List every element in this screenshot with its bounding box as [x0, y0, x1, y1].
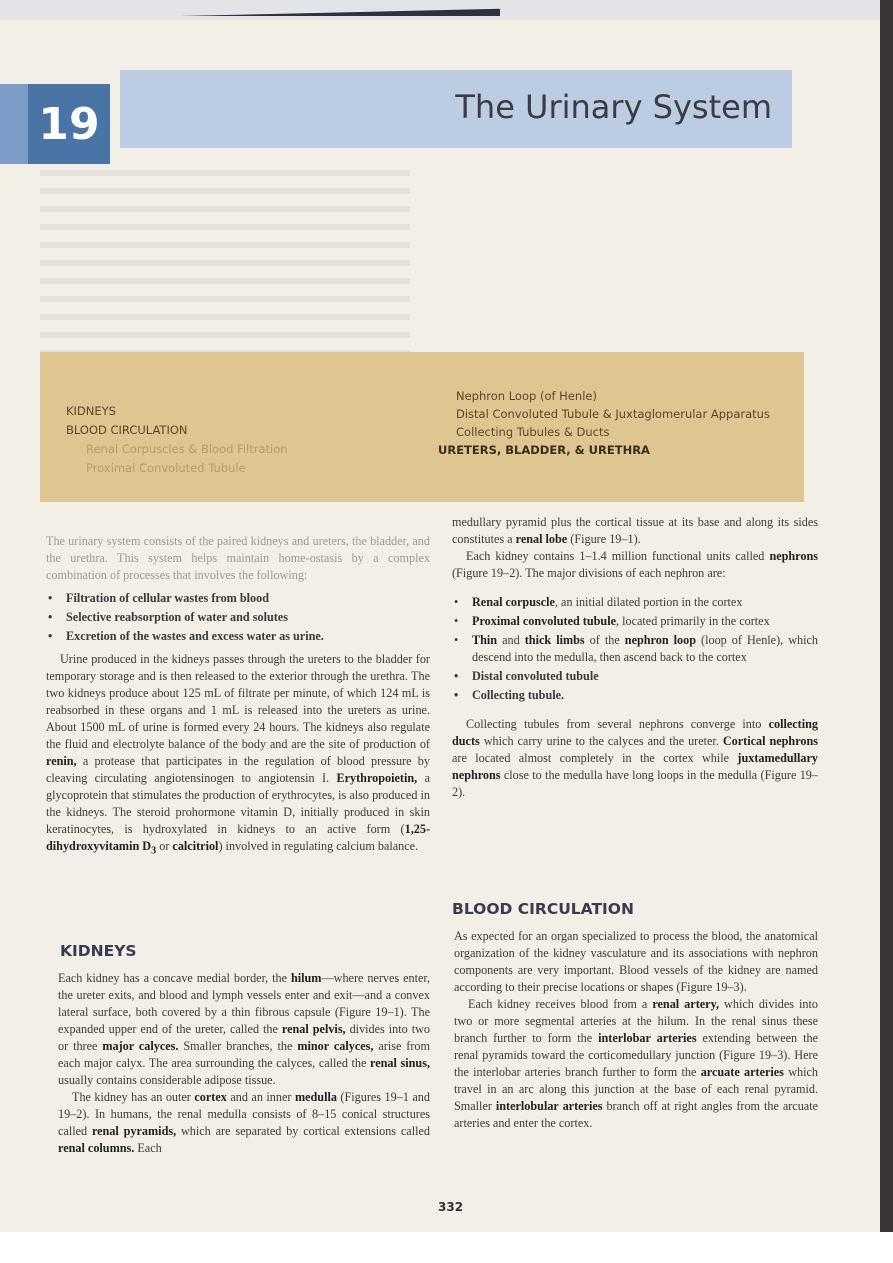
show-through-text: [40, 170, 410, 380]
blood-text: [454, 928, 818, 1132]
outline-item: URETERS, BLADDER, & URETHRA: [438, 443, 650, 457]
nephron-divisions-list: [452, 594, 818, 704]
list-item: • Excretion of the wastes and excess water as urine.: [46, 628, 430, 645]
outline-left-column: [66, 402, 288, 478]
kidneys-heading: KIDNEYS: [60, 942, 137, 960]
chapter-outline: [40, 352, 804, 502]
outline-item: Collecting Tubules & Ducts: [456, 425, 610, 439]
outline-item: KIDNEYS: [66, 404, 116, 418]
chapter-title-band: [120, 70, 792, 148]
outline-item: Proximal Convoluted Tubule: [86, 461, 246, 475]
outline-right-column: [438, 387, 770, 459]
intro-bullets: [46, 590, 430, 645]
collecting-paragraph: Collecting tubules from several nephrons converge into collecting ducts which carry urine to the calyces and the ureter. Cortical nephrons are located almost completely in the cortex while juxtamedullary nephrons close to the medulla have long loops in the medulla (Figure 19–2).: [452, 717, 818, 799]
kidneys-paragraph: The kidney has an outer cortex and an inner medulla (Figures 19–1 and 19–2). In humans, the renal medulla consists of 8–15 conical structures called renal pyramids, which are separated by cortical extensions called renal columns. Each: [58, 1090, 430, 1155]
chapter-title: The Urinary System: [455, 88, 772, 126]
outline-item: BLOOD CIRCULATION: [66, 423, 188, 437]
top-edge: [0, 0, 880, 20]
list-item: • Renal corpuscle, an initial dilated portion in the cortex: [452, 594, 818, 611]
list-item: • Collecting tubule.: [452, 687, 818, 704]
top-edge-shadow: [180, 0, 500, 16]
chapter-left-bar: [0, 84, 28, 164]
list-item: • Distal convoluted tubule: [452, 668, 818, 685]
chapter-number: 19: [28, 84, 110, 164]
right-column: [452, 514, 818, 801]
page-number: 332: [438, 1200, 464, 1214]
outline-item: Nephron Loop (of Henle): [456, 389, 597, 403]
left-column: [46, 533, 430, 859]
outline-item: Distal Convoluted Tubule & Juxtaglomerular Apparatus: [456, 407, 770, 421]
list-item: • Proximal convoluted tubule, located primarily in the cortex: [452, 613, 818, 630]
nephron-paragraph: Each kidney contains 1–1.4 million functional units called nephrons (Figure 19–2). The major divisions of each nephron are:: [452, 549, 818, 580]
list-item: • Selective reabsorption of water and solutes: [46, 609, 430, 626]
blood-circulation-heading: BLOOD CIRCULATION: [452, 900, 634, 918]
lobe-paragraph: medullary pyramid plus the cortical tissue at its base and along its sides constitutes a renal lobe (Figure 19–1).: [452, 515, 818, 546]
kidneys-paragraph: Each kidney has a concave medial border, the hilum—where nerves enter, the ureter exits, and blood and lymph vessels enter and exit—and a convex lateral surface, both covered by a thin fibrous capsule (Figure 19–1). The expanded upper end of the ureter, called the renal pelvis, divides into two or three major calyces. Smaller branches, the minor calyces, arise from each major calyx. The area surrounding the calyces, called the renal sinus, usually contains considerable adipose tissue.: [58, 971, 431, 1087]
list-item: • Filtration of cellular wastes from blood: [46, 590, 430, 607]
kidneys-text: [58, 970, 430, 1157]
outline-item: Renal Corpuscles & Blood Filtration: [86, 442, 288, 456]
intro-paragraph: The urinary system consists of the paired kidneys and ureters, the bladder, and the urethra. This system helps maintain home-ostasis by a complex combination of processes that involves the following:: [46, 534, 430, 582]
blood-paragraph: Each kidney receives blood from a renal artery, which divides into two or more segmental arteries at the hilum. In the renal sinus these branch further to form the interlobar arteries extending between the renal pyramids toward the corticomedullary junction (Figure 19–3). Here the interlobar arteries branch further to form the arcuate arteries which travel in an arc along this junction at the base of each renal pyramid. Smaller interlobular arteries branch off at right angles from the arcuate arteries and enter the cortex.: [454, 997, 819, 1130]
blood-paragraph: As expected for an organ specialized to process the blood, the anatomical organization of the kidney vasculature and its associations with nephron components are very important. Blood vessels of the kidney are named according to their precise locations or shapes (Figure 19–3).: [454, 929, 818, 994]
book-edge: [880, 0, 893, 1232]
urine-paragraph: Urine produced in the kidneys passes through the ureters to the bladder for temporary storage and is then released to the exterior through the urethra. The two kidneys produce about 125 mL of filtrate per minute, of which 124 mL is reabsorbed in these organs and 1 mL is released into the ureters as urine. About 1500 mL of urine is formed every 24 hours. The kidneys also regulate the fluid and electrolyte balance of the body and are the site of production of renin, a protease that participates in the regulation of blood pressure by cleaving circulating angiotensinogen to angiotensin I. Erythropoietin, a glycoprotein that stimulates the production of erythrocytes, is also produced in the kidneys. The steroid prohormone vitamin D, initially produced in skin keratinocytes, is hydroxylated in kidneys to an active form (1,25-dihydroxyvitamin $D_3$ or calcitriol) involved in regulating calcium balance.: [46, 652, 430, 857]
list-item: • Thin and thick limbs of the nephron loop (loop of Henle), which descend into the medulla, then ascend back to the cortex: [452, 632, 818, 666]
